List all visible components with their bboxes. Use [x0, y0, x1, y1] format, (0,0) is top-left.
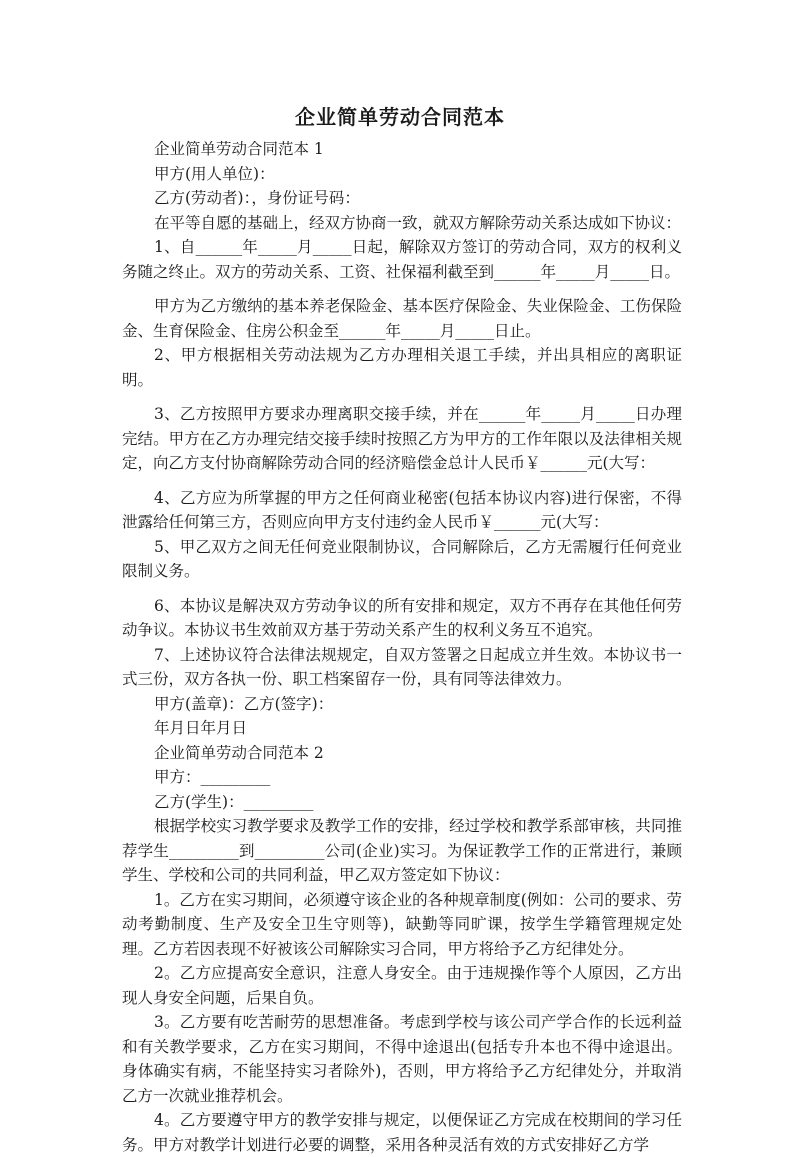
paragraph: 企业简单劳动合同范本 2 — [154, 743, 324, 762]
paragraph: 企业简单劳动合同范本 1 — [154, 140, 324, 158]
paragraph: 乙方(劳动者)：，身份证号码： — [154, 189, 360, 207]
paragraph: 乙方(学生)：_________ — [154, 792, 314, 811]
paragraph: 4。乙方要遵守甲方的教学安排与规定，以便保证乙方完成在校期间的学习任务。甲方对教学计划进行必要的调整，采用各种灵活有效的方式安排好乙方学 — [122, 1111, 682, 1154]
paragraph: 年月日年月日 — [154, 719, 248, 737]
paragraph: 甲方(盖章)：乙方(签字)： — [154, 694, 334, 713]
paragraph: 1、自______年_____月_____日起，解除双方签订的劳动合同，双方的权利义务随之终止。双方的劳动关系、工资、社保福利截至到______年_____月_____日。 — [122, 238, 682, 281]
paragraph: 根据学校实习教学要求及教学工作的安排，经过学校和教学系部审核，共同推荐学生_________到_________公司(企业)实习。为保证教学工作的正常进行，兼顾学生、学校和公司的共同利益，甲乙双方签定如下协议： — [122, 817, 682, 884]
paragraph: 1。乙方在实习期间，必须遵守该企业的各种规章制度(例如：公司的要求、劳动考勤制度、生产及安全卫生守则等)，缺勤等同旷课，按学生学籍管理规定处理。乙方若因表现不好被该公司解除实习合同，甲方将给予乙方纪律处分。 — [122, 890, 682, 958]
paragraph: 5、甲乙双方之间无任何竞业限制协议，合同解除后，乙方无需履行任何竞业限制义务。 — [122, 537, 682, 580]
paragraph: 2。乙方应提高安全意识，注意人身安全。由于违规操作等个人原因，乙方出现人身安全问题，后果自负。 — [122, 964, 682, 1007]
paragraph: 在平等自愿的基础上，经双方协商一致，就双方解除劳动关系达成如下协议： — [154, 213, 682, 232]
paragraph: 7、上述协议符合法律法规规定，自双方签署之日起成立并生效。本协议书一式三份，双方各执一份、职工档案留存一份，具有同等法律效力。 — [122, 645, 682, 688]
paragraph: 甲方(用人单位)： — [154, 164, 275, 183]
paragraph: 2、甲方根据相关劳动法规为乙方办理相关退工手续，并出具相应的离职证明。 — [122, 346, 682, 389]
document-body — [122, 137, 682, 1157]
paragraph: 4、乙方应为所掌握的甲方之任何商业秘密(包括本协议内容)进行保密，不得泄露给任何第三方，否则应向甲方支付违约金人民币￥______元(大写： — [122, 488, 682, 531]
paragraph: 3、乙方按照甲方要求办理离职交接手续，并在______年_____月_____日办理完结。甲方在乙方办理完结交接手续时按照乙方为甲方的工作年限以及法律相关规定，向乙方支付协商解除劳动合同的经济赔偿金总计人民币￥______元(大写： — [122, 405, 682, 472]
paragraph: 6、本协议是解决双方劳动争议的所有安排和规定，双方不再存在其他任何劳动争议。本协议书生效前双方基于劳动关系产生的权利义务互不追究。 — [122, 596, 682, 639]
document-title: 企业简单劳动合同范本 — [295, 105, 505, 129]
paragraph: 3。乙方要有吃苦耐劳的思想准备。考虑到学校与该公司产学合作的长远利益和有关教学要求，乙方在实习期间，不得中途退出(包括专升本也不得中途退出。身体确实有病，不能坚持实习者除外)，否则，甲方将给予乙方纪律处分，并取消乙方一次就业推荐机会。 — [122, 1013, 682, 1105]
paragraph: 甲方为乙方缴纳的基本养老保险金、基本医疗保险金、失业保险金、工伤保险金、生育保险金、住房公积金至______年_____月_____日止。 — [122, 297, 682, 340]
paragraph: 甲方：_________ — [154, 768, 271, 786]
